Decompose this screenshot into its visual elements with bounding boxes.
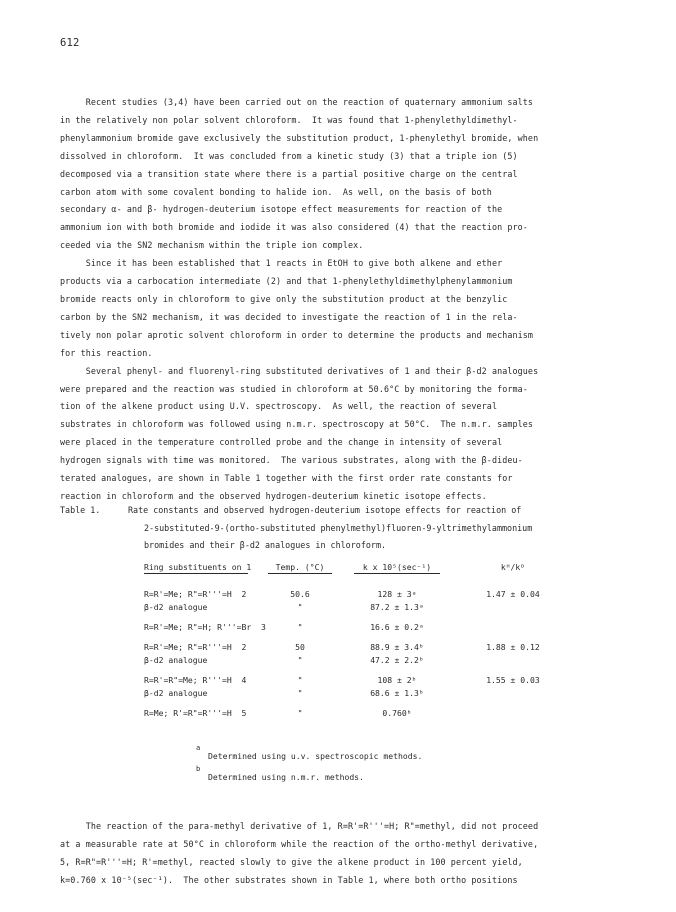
header-rule-1 xyxy=(144,573,248,574)
paragraph-1-line: dissolved in chloroform. It was concluded from a kinetic study (3) that a triple ion (5) xyxy=(60,150,518,161)
table-row xyxy=(144,655,624,668)
table-row xyxy=(144,688,624,701)
paragraph-3-line: reaction in chloroform and the observed hydrogen-deuterium kinetic isotope effects. xyxy=(60,490,487,501)
table-cell: " xyxy=(297,708,303,718)
table-cell: " xyxy=(297,655,303,665)
table-cell: 88.9 ± 3.4ᵇ xyxy=(370,642,424,652)
table-cell: R=R'=Me; R"=R'''=H 2 xyxy=(144,589,247,599)
footnote-mark: a xyxy=(196,744,201,752)
table-row xyxy=(144,642,624,655)
table-row xyxy=(144,589,624,602)
table-cell: 50 xyxy=(295,642,305,652)
paragraph-1-line: in the relatively non polar solvent chloroform. It was found that 1-phenylethyldimethyl- xyxy=(60,114,518,125)
table-cell: 87.2 ± 1.3ᵃ xyxy=(370,602,424,612)
table-cell: 1.47 ± 0.04 xyxy=(486,589,540,599)
paragraph-2-line: for this reaction. xyxy=(60,347,153,358)
paragraph-3-line: substrates in chloroform was followed using n.m.r. spectroscopy at 50°C. The n.m.r. samples xyxy=(60,419,534,430)
closing-paragraph xyxy=(60,818,660,890)
table-cell: R=R'=R"=Me; R'''=H 4 xyxy=(144,675,247,685)
table-1 xyxy=(60,502,660,782)
footnote-text: Determined using u.v. spectroscopic methods. xyxy=(208,751,423,761)
header-isotope-effect: kᴴ/kᴰ xyxy=(500,562,526,572)
table-cell: R=Me; R'=R"=R'''=H 5 xyxy=(144,708,247,718)
table-caption xyxy=(60,502,660,520)
table-cell: R=R'=Me; R"=R'''=H 2 xyxy=(144,642,247,652)
paragraph-2-line: carbon by the SN2 mechanism, it was decided to investigate the reaction of 1 in the rela- xyxy=(60,311,518,322)
row-group-gap xyxy=(144,615,624,622)
paragraph-3-line: terated analogues, are shown in Table 1 together with the first order rate constants for xyxy=(60,473,513,484)
table-cell: " xyxy=(297,622,303,632)
table-cell: 1.88 ± 0.12 xyxy=(486,642,540,652)
paragraph-1-line: Recent studies (3,4) have been carried out on the reaction of quaternary ammonium salts xyxy=(60,97,534,107)
row-group-gap xyxy=(144,582,624,589)
table-cell: β-d2 analogue xyxy=(144,655,208,665)
paragraph-3-line: Several phenyl- and fluorenyl-ring substituted derivatives of 1 and their β-d2 analogues xyxy=(60,365,539,376)
table-row xyxy=(144,708,624,721)
table-cell: " xyxy=(297,688,303,698)
table-cell: 128 ± 3ᵃ xyxy=(377,589,417,599)
header-rate-constant: k x 10⁵(sec⁻¹) xyxy=(362,562,432,572)
paragraph-1-line: ammonium ion with both bromide and iodide it was also considered (4) that the reaction pro- xyxy=(60,222,528,233)
table-cell: 16.6 ± 0.2ᵃ xyxy=(370,622,424,632)
paragraph-1-line: carbon atom with some covalent bonding to halide ion. As well, on the basis of both xyxy=(60,186,492,197)
paragraph-2-line: Since it has been established that 1 reacts in EtOH to give both alkene and ether xyxy=(60,258,503,269)
footnote-b xyxy=(196,765,364,790)
paragraph-1-line: secondary α- and β- hydrogen-deuterium isotope effect measurements for reaction of the xyxy=(60,204,503,215)
table-caption-line-1: Rate constants and observed hydrogen-deuterium isotope effects for reaction of xyxy=(128,505,522,515)
table-cell: β-d2 analogue xyxy=(144,602,208,612)
paragraph-3-line: hydrogen signals with time was monitored. The various substrates, along with the β-dideu- xyxy=(60,455,523,466)
body-text xyxy=(60,94,660,506)
paragraph-2-line: tively non polar aprotic solvent chloroform in order to determine the products and mechanism xyxy=(60,329,534,340)
table-row xyxy=(144,675,624,688)
table-footnotes xyxy=(196,744,423,790)
paragraph-3-line: were prepared and the reaction was studied in chloroform at 50.6°C by monitoring the forma- xyxy=(60,383,528,394)
table-cell: 50.6 xyxy=(290,589,310,599)
paragraph-2-line: products via a carbocation intermediate (2) and that 1-phenylethyldimethylphenylammonium xyxy=(60,276,513,287)
paragraph-1-line: ceeded via the SN2 mechanism within the triple ion complex. xyxy=(60,240,364,251)
paragraph-2-line: bromide reacts only in chloroform to give only the substitution product at the benzylic xyxy=(60,293,508,304)
table-cell: R=R'=Me; R"=H; R'''=Br 3 xyxy=(144,622,266,632)
page-number: 612 xyxy=(60,37,80,49)
table-cell: " xyxy=(297,675,303,685)
closing-paragraph-line: k=0.760 x 10⁻⁵(sec⁻¹). The other substrates shown in Table 1, where both ortho positions xyxy=(60,874,518,885)
table-cell: 108 ± 2ᵇ xyxy=(377,675,417,685)
table-cell: β-d2 analogue xyxy=(144,688,208,698)
paragraph-1-line: decomposed via a transition state where there is a partial positive charge on the central xyxy=(60,168,518,179)
table-row xyxy=(144,622,624,635)
header-temp: Temp. (°C) xyxy=(275,562,325,572)
table-row xyxy=(144,602,624,615)
row-group-gap xyxy=(144,668,624,675)
table-cell: 47.2 ± 2.2ᵇ xyxy=(370,655,424,665)
row-group-gap xyxy=(144,701,624,708)
row-group-gap xyxy=(144,635,624,642)
closing-paragraph-line: at a measurable rate at 50°C in chloroform while the reaction of the ortho-methyl derivative, xyxy=(60,838,539,849)
paragraph-1-line: phenylammonium bromide gave exclusively the substitution product, 1-phenylethyl bromide, when xyxy=(60,132,539,143)
table-body xyxy=(144,562,624,721)
table-caption-line-2: 2-substituted-9-(ortho-substituted phenylmethyl)fluoren-9-yltrimethylammonium xyxy=(144,522,533,533)
paragraph-3-line: were placed in the temperature controlled probe and the change in intensity of several xyxy=(60,437,503,448)
header-rule-3 xyxy=(354,573,440,574)
footnote-text: Determined using n.m.r. methods. xyxy=(208,772,364,782)
footnote-a xyxy=(196,744,423,769)
closing-paragraph-line: The reaction of the para-methyl derivative of 1, R=R'=R'''=H; R"=methyl, did not proceed xyxy=(60,821,539,831)
closing-paragraph-line: 5, R=R"=R'''=H; R'=methyl, reacted slowly to give the alkene product in 100 percent yield, xyxy=(60,856,523,867)
footnote-mark: b xyxy=(196,765,201,773)
table-cell: 68.6 ± 1.3ᵇ xyxy=(370,688,424,698)
table-caption-label: Table 1. xyxy=(60,505,101,515)
table-header-row xyxy=(144,562,624,582)
table-cell: 0.760ᵇ xyxy=(382,708,412,718)
header-ring-substituents: Ring substituents on 1 xyxy=(144,562,252,572)
paragraph-3-line: tion of the alkene product using U.V. spectroscopy. As well, the reaction of several xyxy=(60,401,498,412)
table-cell: 1.55 ± 0.03 xyxy=(486,675,540,685)
table-cell: " xyxy=(297,602,303,612)
table-caption-line-3: bromides and their β-d2 analogues in chloroform. xyxy=(144,540,387,550)
header-rule-2 xyxy=(268,573,332,574)
